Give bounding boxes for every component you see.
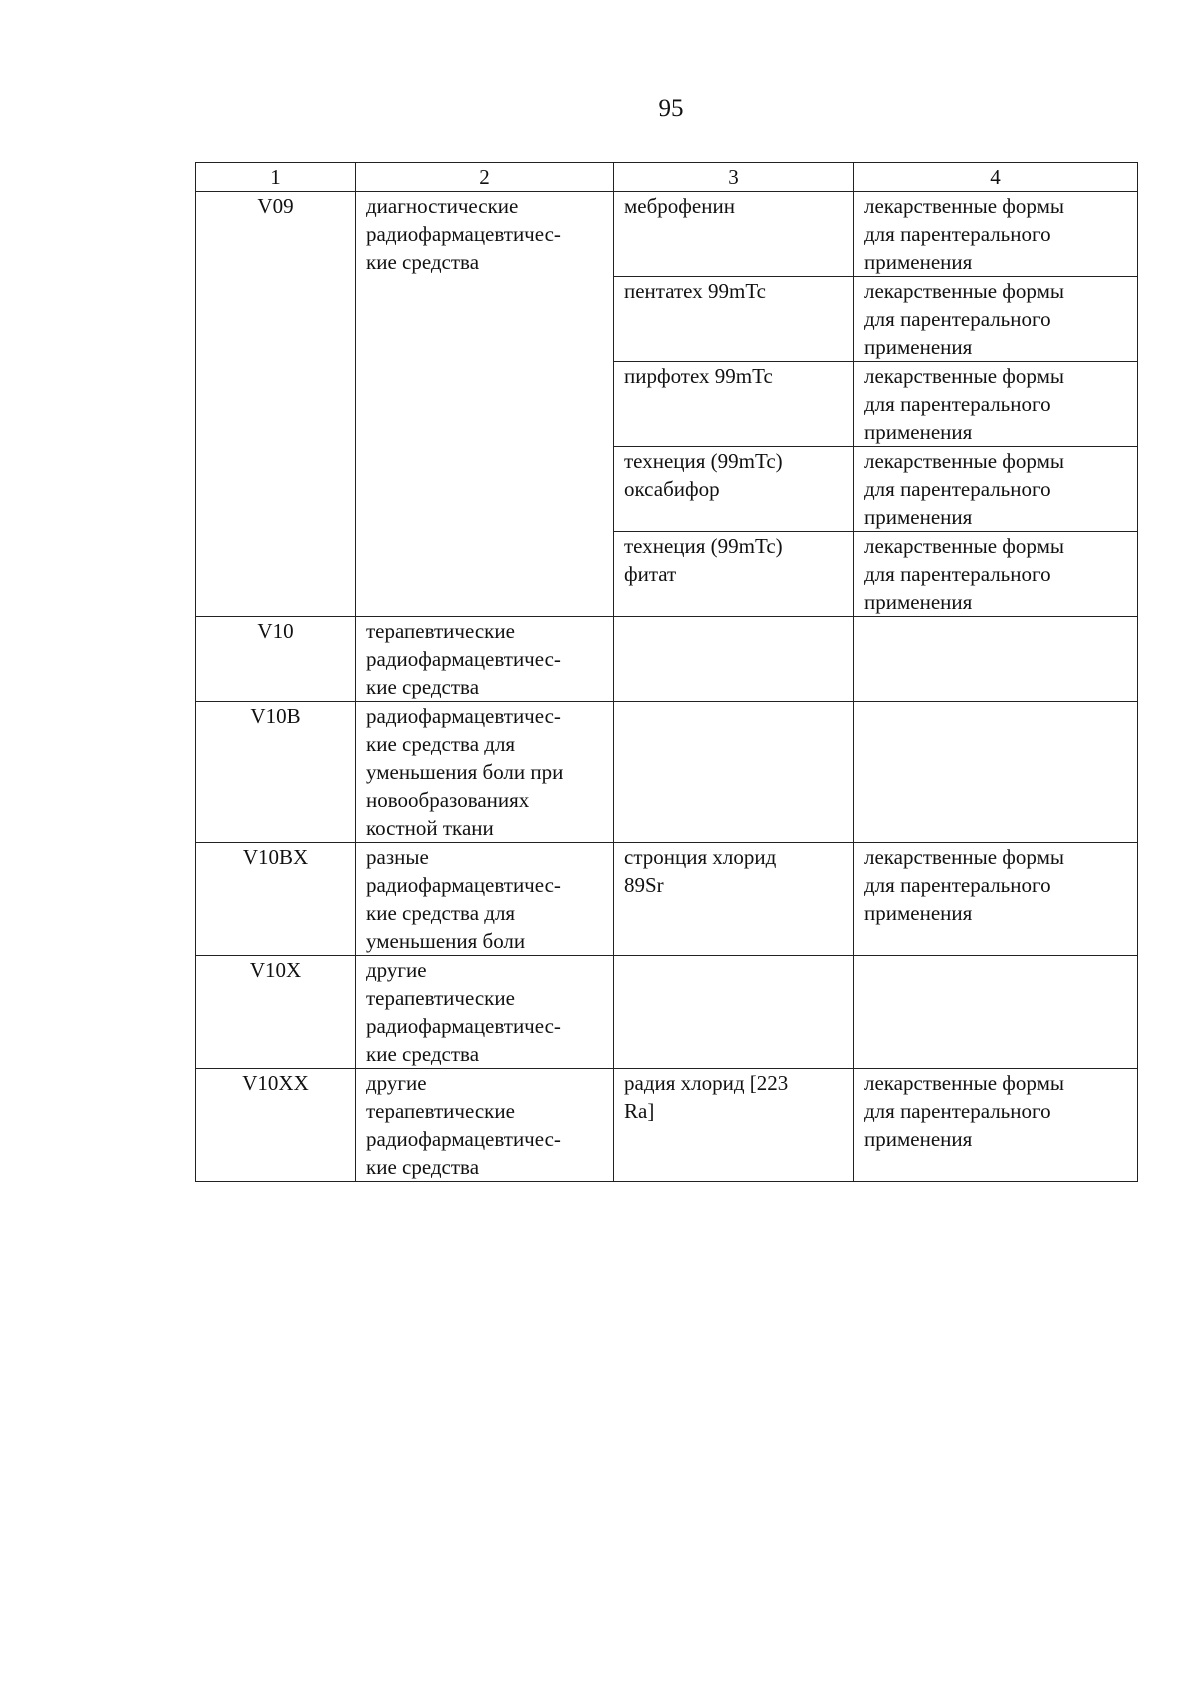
drug-classification-table — [195, 162, 1138, 1182]
header-cell: 4 — [854, 163, 1138, 192]
drug-name-cell — [614, 702, 854, 843]
group-name-cell: терапевтические радиофармацевтичес- кие средства — [356, 617, 614, 702]
table-row — [196, 1069, 1138, 1182]
atc-code-cell: V10 — [196, 617, 356, 702]
dosage-form-cell: лекарственные формы для парентерального применения — [854, 447, 1138, 532]
atc-code-cell: V10X — [196, 956, 356, 1069]
header-cell: 2 — [356, 163, 614, 192]
header-cell: 3 — [614, 163, 854, 192]
dosage-form-cell: лекарственные формы для парентерального применения — [854, 843, 1138, 956]
atc-code-cell: V10B — [196, 702, 356, 843]
dosage-form-cell: лекарственные формы для парентерального применения — [854, 532, 1138, 617]
dosage-form-cell: лекарственные формы для парентерального применения — [854, 192, 1138, 277]
page-number: 95 — [658, 95, 684, 122]
drug-name-cell: пентатех 99mTc — [614, 277, 854, 362]
table-row — [196, 843, 1138, 956]
atc-code-cell: V09 — [196, 192, 356, 617]
dosage-form-cell: лекарственные формы для парентерального применения — [854, 277, 1138, 362]
group-name-cell: радиофармацевтичес- кие средства для уменьшения боли при новообразованиях костной ткани — [356, 702, 614, 843]
drug-name-cell: технеция (99mTc) фитат — [614, 532, 854, 617]
group-name-cell: другие терапевтические радиофармацевтичес- кие средства — [356, 1069, 614, 1182]
atc-code-cell: V10XX — [196, 1069, 356, 1182]
group-name-cell: разные радиофармацевтичес- кие средства для уменьшения боли — [356, 843, 614, 956]
dosage-form-cell — [854, 617, 1138, 702]
dosage-form-cell: лекарственные формы для парентерального применения — [854, 362, 1138, 447]
table-row — [196, 702, 1138, 843]
table-header-row — [196, 163, 1138, 192]
drug-name-cell — [614, 956, 854, 1069]
group-name-cell: диагностические радиофармацевтичес- кие средства — [356, 192, 614, 617]
dosage-form-cell: лекарственные формы для парентерального применения — [854, 1069, 1138, 1182]
group-name-cell: другие терапевтические радиофармацевтичес- кие средства — [356, 956, 614, 1069]
table-row — [196, 192, 1138, 277]
dosage-form-cell — [854, 956, 1138, 1069]
dosage-form-cell — [854, 702, 1138, 843]
header-cell: 1 — [196, 163, 356, 192]
drug-name-cell: стронция хлорид 89Sr — [614, 843, 854, 956]
drug-name-cell: технеция (99mTc) оксабифор — [614, 447, 854, 532]
drug-name-cell: пирфотех 99mTc — [614, 362, 854, 447]
drug-name-cell: радия хлорид [223 Ra] — [614, 1069, 854, 1182]
drug-name-cell — [614, 617, 854, 702]
atc-code-cell: V10BX — [196, 843, 356, 956]
table-row — [196, 956, 1138, 1069]
drug-name-cell: меброфенин — [614, 192, 854, 277]
table-row — [196, 617, 1138, 702]
